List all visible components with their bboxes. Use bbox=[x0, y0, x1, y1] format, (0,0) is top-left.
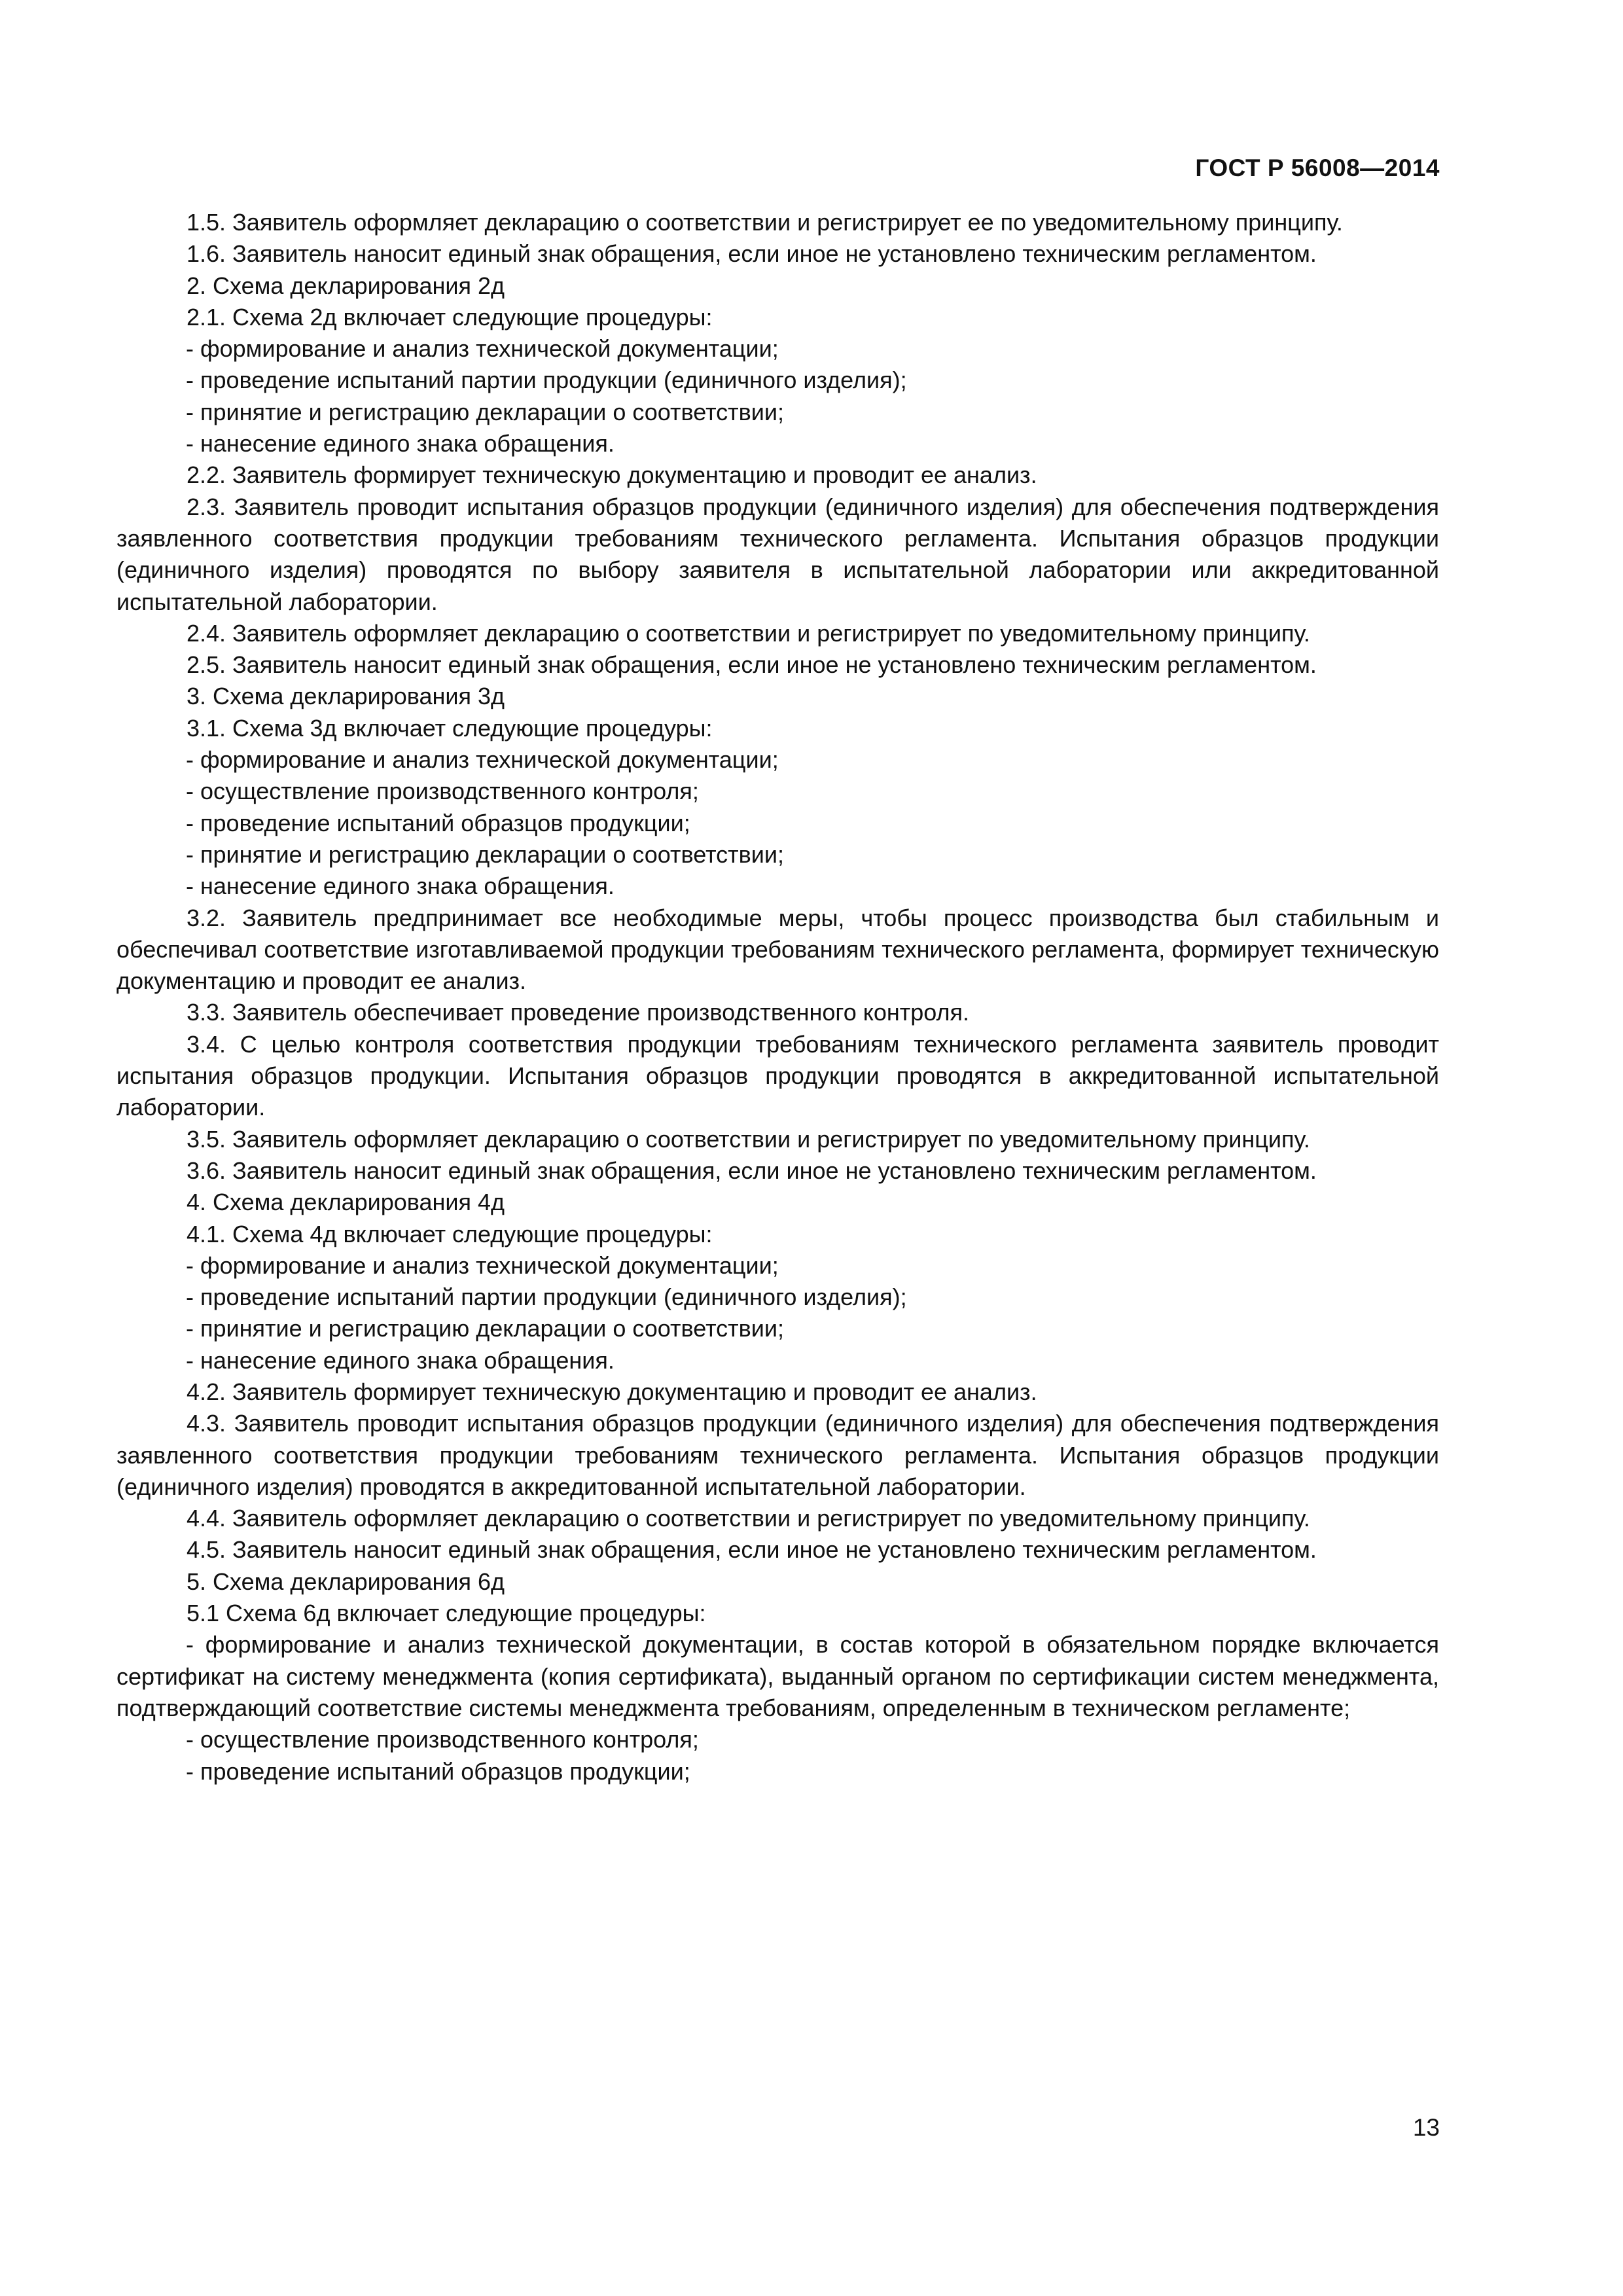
list-item: - нанесение единого знака обращения. bbox=[186, 872, 615, 900]
list-item: - проведение испытаний партии продукции (единичного изделия); bbox=[186, 367, 907, 394]
paragraph-2-4: 2.4. Заявитель оформляет декларацию о соответствии и регистрирует по уведомительному принципу. bbox=[187, 619, 1310, 647]
section-heading-2: 2. Схема декларирования 2д bbox=[187, 272, 505, 299]
list-item: - проведение испытаний образцов продукции; bbox=[186, 1757, 690, 1785]
paragraph-4-1: 4.1. Схема 4д включает следующие процедуры: bbox=[187, 1220, 713, 1247]
paragraph-1-5: 1.5. Заявитель оформляет декларацию о соответствии и регистрирует ее по уведомительному принципу. bbox=[187, 209, 1343, 236]
list-item: - принятие и регистрацию декларации о соответствии; bbox=[186, 840, 784, 868]
paragraph-3-6: 3.6. Заявитель наносит единый знак обращения, если иное не установлено техническим регламентом. bbox=[187, 1157, 1317, 1184]
list-item: - формирование и анализ технической документации, в состав которой в обязательном порядке включается сертификат на систему менеджмента (копия сертификата), выданный органом по сертификации систем менеджмента, подтверждающий соответствие системы менеджмента требованиям, определенным в техническом регламенте; bbox=[116, 1631, 1439, 1721]
list-item: - формирование и анализ технической документации; bbox=[186, 1251, 779, 1279]
section-heading-5: 5. Схема декларирования 6д bbox=[187, 1568, 505, 1595]
section-heading-3: 3. Схема декларирования 3д bbox=[187, 683, 505, 710]
paragraph-3-4: 3.4. С целью контроля соответствия продукции требованиям технического регламента заявитель проводит испытания образцов продукции. Испытания образцов продукции проводятся в аккредитованной испытательной лаборатории. bbox=[116, 1030, 1439, 1121]
list-item: - формирование и анализ технической документации; bbox=[186, 335, 779, 363]
list-item: - принятие и регистрацию декларации о соответствии; bbox=[186, 1315, 784, 1342]
paragraph-4-3: 4.3. Заявитель проводит испытания образцов продукции (единичного изделия) для обеспечения подтверждения заявленного соответствия продукции требованиям технического регламента. Испытания образцов продукции (единичного изделия) проводятся в аккредитованной испытательной лаборатории. bbox=[116, 1410, 1439, 1500]
list-item: - нанесение единого знака обращения. bbox=[186, 430, 615, 457]
paragraph-2-3: 2.3. Заявитель проводит испытания образцов продукции (единичного изделия) для обеспечения подтверждения заявленного соответствия продукции требованиям технического регламента. Испытания образцов продукции (единичного изделия) проводятся по выбору заявителя в испытательной лаборатории или аккредитованной испытательной лаборатории. bbox=[116, 493, 1439, 615]
list-item: - осуществление производственного контроля; bbox=[186, 1726, 699, 1753]
standard-designation: ГОСТ Р 56008—2014 bbox=[1195, 154, 1440, 181]
list-item: - принятие и регистрацию декларации о соответствии; bbox=[186, 398, 784, 425]
paragraph-1-6: 1.6. Заявитель наносит единый знак обращения, если иное не установлено техническим регламентом. bbox=[187, 240, 1317, 268]
paragraph-3-2: 3.2. Заявитель предпринимает все необходимые меры, чтобы процесс производства был стабильным и обеспечивал соответствие изготавливаемой продукции требованиям технического регламента, формирует техническую документацию и проводит ее анализ. bbox=[116, 904, 1439, 995]
document-body bbox=[116, 207, 1439, 1787]
paragraph-4-2: 4.2. Заявитель формирует техническую документацию и проводит ее анализ. bbox=[187, 1378, 1037, 1405]
paragraph-4-4: 4.4. Заявитель оформляет декларацию о соответствии и регистрирует по уведомительному принципу. bbox=[187, 1505, 1310, 1532]
section-heading-4: 4. Схема декларирования 4д bbox=[187, 1189, 505, 1216]
list-item: - проведение испытаний партии продукции (единичного изделия); bbox=[186, 1283, 907, 1311]
paragraph-3-3: 3.3. Заявитель обеспечивает проведение производственного контроля. bbox=[187, 999, 970, 1026]
paragraph-4-5: 4.5. Заявитель наносит единый знак обращения, если иное не установлено техническим регламентом. bbox=[187, 1536, 1317, 1564]
paragraph-3-1: 3.1. Схема 3д включает следующие процедуры: bbox=[187, 714, 713, 742]
paragraph-5-1: 5.1 Схема 6д включает следующие процедуры: bbox=[187, 1600, 706, 1627]
paragraph-2-5: 2.5. Заявитель наносит единый знак обращения, если иное не установлено техническим регламентом. bbox=[187, 651, 1317, 679]
list-item: - проведение испытаний образцов продукции; bbox=[186, 809, 690, 836]
list-item: - нанесение единого знака обращения. bbox=[186, 1346, 615, 1374]
paragraph-2-1: 2.1. Схема 2д включает следующие процедуры: bbox=[187, 303, 713, 331]
page-number: 13 bbox=[1412, 2114, 1440, 2141]
list-item: - формирование и анализ технической документации; bbox=[186, 746, 779, 774]
paragraph-2-2: 2.2. Заявитель формирует техническую документацию и проводит ее анализ. bbox=[187, 461, 1037, 489]
list-item: - осуществление производственного контроля; bbox=[186, 778, 699, 805]
paragraph-3-5: 3.5. Заявитель оформляет декларацию о соответствии и регистрирует по уведомительному принципу. bbox=[187, 1125, 1310, 1153]
